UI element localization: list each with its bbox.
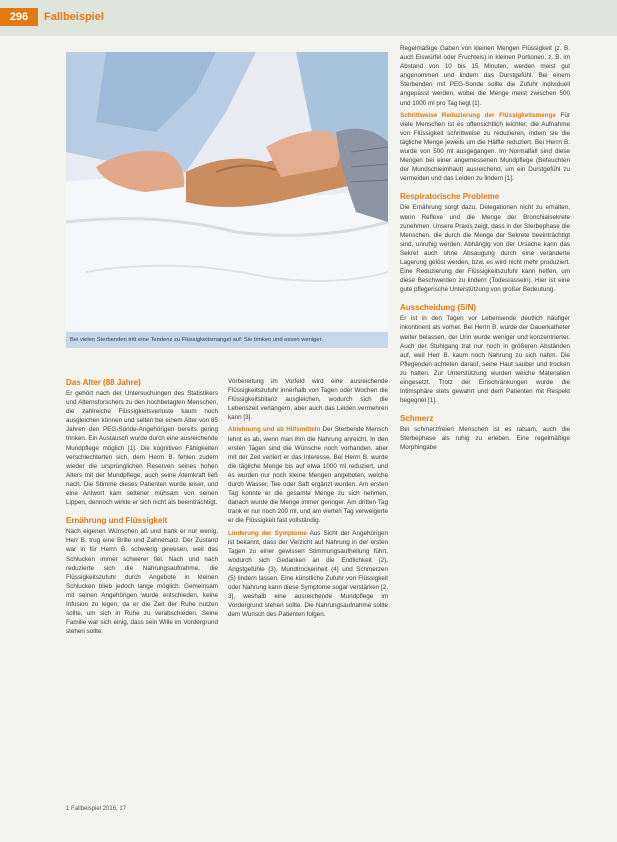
paragraph-excretion: Er ist in den Tagen vor Lebensende deutlich häufiger inkontinent als vorher. Bei Herrn B. wurde der Dauerkatheter weiter belassen, der Urin wurde weniger und konzentrierter. Auch der Stuhlgang trat nur noch in größeren Abständen auf, weil Herr B. kaum noch Nahrung zu sich nahm. Die Pflegenden achteten darauf, seine Haut sauber und trocken zu halten. Zur Unterstützung wurden weiche Materialien eingesetzt. Trotz der Einschränkungen wurde die Intimsphäre stets gewahrt und dem Patienten mit Respekt begegnet [1]. xyxy=(400,315,570,405)
footer-citation: 1 Fallbeispiel 2016, 17 xyxy=(66,806,127,812)
subheading-refusal: Ablehnung und ab Hilfsmitteln xyxy=(228,426,321,434)
paragraph-symptoms-text: Aus Sicht der Angehörigen ist bekannt, dass der Verzicht auf Nahrung in der ersten Tagen zu einer gewissen Stimmungsaufhellung führt, wodurch sich Gedanken an die Endlichkeit (2), Angstgefühle (3), Mundtrockenheit (4) und Schmerzen (5) lindern lassen. Eine künstliche Zufuhr von Flüssigkeit oder Nahrung kann diese Symptome sogar verstärken [2, 3], weshalb eine ausreichende Mundpflege im Vordergrund stehen sollte. Die Nahrungsaufnahme sollte dem Wunsch des Patienten folgen. xyxy=(228,529,388,619)
paragraph-doses: Regelmäßige Gaben von kleinen Mengen Flüssigkeit (z. B. auch Eiswürfel oder Fruchteis) in kleinen Portionen, z. B. im Abstand von 10 bis 15 Minuten, werden meist gut angenommen und lindern das Durstgefühl. Bei einem Sterbenden mit PEG-Sonde sollte die Zufuhr individuell angepasst werden, wobei die Menge meist zwischen 500 und 1000 ml pro Tag liegt [1]. xyxy=(400,45,570,107)
section-label: Fallbeispiel xyxy=(44,11,104,23)
hero-photo xyxy=(66,52,388,330)
heading-respiratory: Respiratorische Probleme xyxy=(400,192,500,202)
column-right xyxy=(400,44,570,804)
page-number: 296 xyxy=(0,8,38,26)
paragraph-respiratory: Die Ernährung sorgt dazu, Delegationen nicht zu erhalten, wenn Reflexe und die Menge der Bronchialsekrete zunehmen. Unsere Praxis zeigt, dass in der Sterbephase die Menschen, die durch die Menge der Sekrete beeinträchtigt sind, unruhig werden. Abhängig von der Ursache kann das Sekret auch ohne Absaugung durch eine veränderte Lagerung gelöst werden, bzw. es wird nicht mehr produziert. Eine Reduzierung der Flüssigkeitszufuhr kann helfen, um diese Beschwerden zu lindern (Todesrasseln). Hier ist eine gute pflegerische Unterstützung von großer Bedeutung. xyxy=(400,204,570,294)
paragraph-refusal-text: Der Sterbende Mensch lehnt es ab, wenn man ihm die Nahrung anreicht. In den ersten Tagen sind die Wünsche noch vorhanden, aber mit der Zeit verliert er das Interesse. Bei Herrn B. wurde die tägliche Menge bis auf etwa 1000 ml reduziert, und es wurden nur noch kleine Mengen angeboten, welche durch Wasser, Tee oder Saft ergänzt wurden. Am ersten Tag konnte er die gesamte Menge zu sich nehmen, danach wurde die Menge immer geringer. Am dritten Tag trank er nur noch 200 ml, und am vierten Tag verweigerte er die Flüssigkeit fast vollständig. xyxy=(228,426,388,525)
column-middle xyxy=(228,377,388,797)
subheading-reduction: Schrittweise Reduzierung der Flüssigkeitsmenge xyxy=(400,111,556,119)
paragraph-symptoms xyxy=(228,529,388,620)
subheading-symptoms: Linderung der Symptome xyxy=(228,529,307,537)
paragraph-intro: Vorbereitung im Vorfeld wird eine ausreichende Flüssigkeitszufuhr innerhalb von Tagen oder Wochen die Flüssigkeitsbilanz ausgleichen, wodurch sich die Lebenszeit verlängern, aber auch das Leiden vermehren kann [3]. xyxy=(228,378,388,422)
heading-nutrition: Ernährung und Flüssigkeit xyxy=(66,516,168,526)
paragraph-nutrition: Nach eigenen Wünschen aß und trank er nur wenig, Herr B. trug eine Brille und Zahnersatz. Der Zustand war in für Herrn B. schwierig gewesen, weil das Schlucken immer schwerer fiel. Nach und nach reduzierte sich die Nahrungsaufnahme, die Flüssigkeitszufuhr durch Angebote in kleinen Schlucken blieb jedoch lange möglich. Gemeinsam mit seinen Angehörigen wurde entschieden, keine Infusion zu legen, da er die Zeit der Ruhe nutzen sollte, um sich in Ruhe zu verabschieden. Seine Familie war sich einig, dass sein Wille im Vordergrund stehen sollte. xyxy=(66,528,218,636)
column-left xyxy=(66,377,218,797)
care-photo-illustration xyxy=(66,52,388,330)
paragraph-reduction-text: Für viele Menschen ist es offensichtlich leichter, die Aufnahme von Flüssigkeit schrittweise zu reduzieren, indem sie die tägliche Menge jeweils um die Hälfte reduziert. Bei Herrn B. wurde von 500 ml ausgegangen. Im Normalfall sind diese Mengen bei einer angemessenen Mundpflege (Befeuchten der Mundschleimhaut) ausreichend, um ein Durstgefühl zu vermeiden und das Leiden zu lindern [1]. xyxy=(400,111,570,183)
paragraph-pain: Bei schmerzfreien Menschen ist es ratsam, auch die Sterbephase als ruhig zu erleben. Eine regelmäßige Morphingabe xyxy=(400,426,570,452)
paragraph-reduction xyxy=(400,111,570,184)
paragraph-age: Er gehört nach der Untersuchungen des Statistikers und Alternsforschers zu den hochbetagten Menschen, die zahlreiche Flüssigkeitsverluste kaum noch ausgleichen können und selten bei einem Alter von 85 Jahren den PEG-Sonde-Angehörigen bereits gering trinken. Ein Austausch wurde durch eine ausreichende Mundpflege möglich [1]. Die kognitiven Fähigkeiten verschlechterten sich, dem Herrn B. fehlen zudem wieder die ursprünglichen Reserven seines hohen Alters mit der Mundpflege, auch seine Atemkraft ließ nach. Die Stimme dieses Patienten wurde leiser, und eine Antwort kam seltener mühsam von seinen Lippen, dennoch wirkte er sich nicht als beeinträchtigt. xyxy=(66,390,218,507)
heading-excretion: Ausscheidung (S/N) xyxy=(400,303,477,313)
heading-age: Das Alter (88 Jahre) xyxy=(66,378,141,387)
paragraph-refusal xyxy=(228,425,388,525)
heading-pain: Schmerz xyxy=(400,414,434,424)
photo-caption: Bei vielen Sterbenden tritt eine Tendenz zu Flüssigkeitsmangel auf: Sie trinken und essen weniger. xyxy=(66,332,388,348)
